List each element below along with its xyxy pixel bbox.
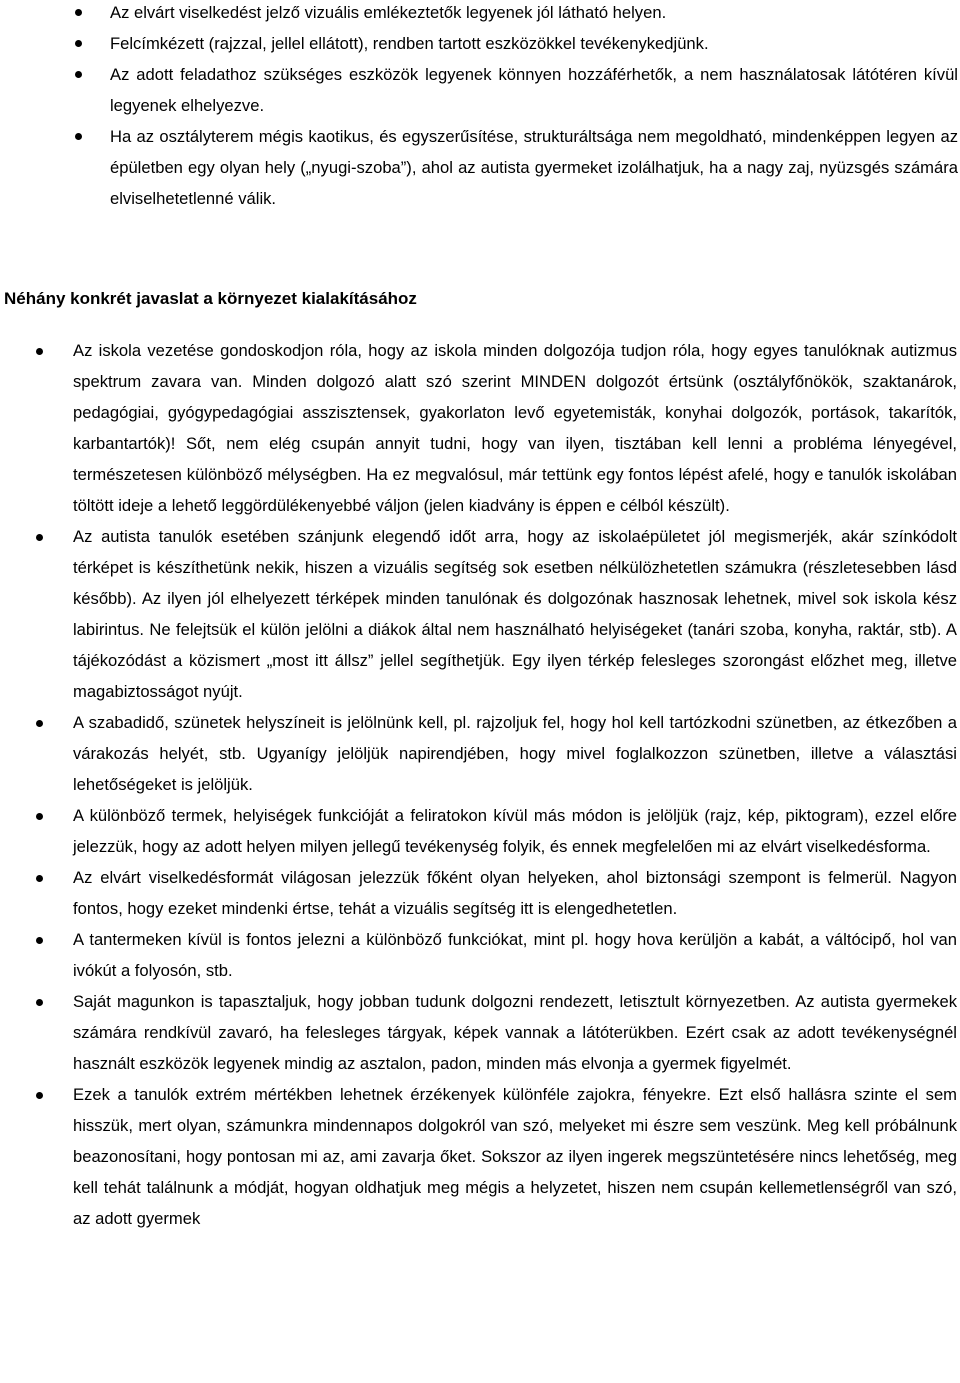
list-item-text: A különböző termek, helyiségek funkcióját a feliratokon kívül más módon is jelöljük (rajz, kép, piktogram), ezzel előre jelezzük, hogy az adott helyen milyen jellegű tevékenység folyik, és ennek megfelelően mi az elvárt viselkedésforma. bbox=[73, 806, 957, 856]
list-item-text: A szabadidő, szünetek helyszíneit is jelölnünk kell, pl. rajzoljuk fel, hogy hol kell tartózkodni szünetben, az étkezőben a várakozás helyét, stb. Ugyanígy jelöljük napirendjében, hogy mivel foglalkozzon szünetben, illetve a választási lehetőségeket is jelöljük. bbox=[73, 713, 957, 794]
bullet-icon bbox=[75, 9, 82, 16]
list-item bbox=[73, 924, 957, 986]
bullet-icon bbox=[75, 71, 82, 78]
bullet-icon bbox=[36, 720, 43, 727]
list-item-text: A tantermeken kívül is fontos jelezni a különböző funkciókat, mint pl. hogy hova kerüljön a kabát, a váltócipő, hol van ivókút a folyosón, stb. bbox=[73, 930, 957, 980]
list-item bbox=[73, 521, 957, 707]
list-item bbox=[73, 862, 957, 924]
list-item-text: Felcímkézett (rajzzal, jellel ellátott), rendben tartott eszközökkel tevékenykedjünk. bbox=[110, 34, 709, 53]
bullet-icon bbox=[36, 348, 43, 355]
bullet-icon bbox=[36, 534, 43, 541]
list-item bbox=[73, 1079, 957, 1234]
list-item bbox=[110, 0, 958, 28]
list-item-text: Az autista tanulók esetében szánjunk elegendő időt arra, hogy az iskolaépületet jól megismerjék, akár színkódolt térképet is készíthetünk nekik, hiszen a vizuális segítség sok esetben nélkülözhetetlen számukra (részletesebben lásd később). Az ilyen jól elhelyezett térképek minden tanulónak és dolgozónak hasznosak lehetnek, mivel sok iskola kész labirintus. Ne felejtsük el külön jelölni a diákok által nem használható helyiségeket (tanári szoba, konyha, raktár, stb). A tájékozódást a közismert „most itt állsz” jellel segíthetjük. Egy ilyen térkép felesleges szorongást előzhet meg, illetve magabiztosságot nyújt. bbox=[73, 527, 957, 701]
section-heading: Néhány konkrét javaslat a környezet kialakításához bbox=[4, 289, 417, 308]
list-item bbox=[73, 800, 957, 862]
list-item-text: Az elvárt viselkedést jelző vizuális emlékeztetők legyenek jól látható helyen. bbox=[110, 3, 667, 22]
bullet-icon bbox=[36, 937, 43, 944]
bullet-icon bbox=[36, 1092, 43, 1099]
list-item-text: Ha az osztályterem mégis kaotikus, és egyszerűsítése, strukturáltsága nem megoldható, mindenképpen legyen az épületben egy olyan hely („nyugi-szoba”), ahol az autista gyermeket izolálhatjuk, ha a nagy zaj, nyüzsgés számára elviselhetetlenné válik. bbox=[110, 127, 958, 208]
list-item-text: Az elvárt viselkedésformát világosan jelezzük főként olyan helyeken, ahol biztonsági szempont is felmerül. Nagyon fontos, hogy ezeket mindenki értse, tehát a vizuális segítség itt is elengedhetetlen. bbox=[73, 868, 957, 918]
list-item bbox=[73, 335, 957, 521]
top-bullet-list bbox=[0, 0, 958, 214]
list-item bbox=[110, 28, 958, 59]
list-item bbox=[110, 59, 958, 121]
list-item bbox=[73, 707, 957, 800]
bullet-icon bbox=[75, 40, 82, 47]
list-item bbox=[110, 121, 958, 214]
list-item-text: Az iskola vezetése gondoskodjon róla, hogy az iskola minden dolgozója tudjon róla, hogy egyes tanulóknak autizmus spektrum zavara van. Minden dolgozó alatt szó szerint MINDEN dolgozót értsünk (osztályfőnökök, szaktanárok, pedagógiai, gyógypedagógiai asszisztensek, gyakorlaton levő egyetemisták, konyhai dolgozók, portások, takarítók, karbantartók)! Sőt, nem elég csupán annyit tudni, hogy van ilyen, tisztában kell lenni a probléma lényegével, természetesen különböző mélységben. Ha ez megvalósul, már tettünk egy fontos lépést afelé, hogy e tanulók iskolában töltött ideje a lehető leggördülékenyebbé váljon (jelen kiadvány is éppen e célból készült). bbox=[73, 341, 957, 515]
list-item-text: Ezek a tanulók extrém mértékben lehetnek érzékenyek különféle zajokra, fényekre. Ezt első hallásra szinte el sem hisszük, mert olyan, számunkra mindennapos dolgokról van szó, melyeket mi észre sem veszünk. Meg kell próbálnunk beazonosítani, hogy pontosan mi az, ami zavarja őket. Sokszor az ilyen ingerek megszüntetésére nincs lehetőség, meg kell tehát találnunk a módját, hogyan oldhatjuk meg mégis a helyzetet, hiszen nem csupán kellemetlenségről van szó, az adott gyermek bbox=[73, 1085, 957, 1228]
list-item bbox=[73, 986, 957, 1079]
bullet-icon bbox=[75, 133, 82, 140]
list-item-text: Az adott feladathoz szükséges eszközök legyenek könnyen hozzáférhetők, a nem használatosak látótéren kívül legyenek elhelyezve. bbox=[110, 65, 958, 115]
main-bullet-list bbox=[0, 335, 957, 1234]
bullet-icon bbox=[36, 875, 43, 882]
bullet-icon bbox=[36, 999, 43, 1006]
list-item-text: Saját magunkon is tapasztaljuk, hogy jobban tudunk dolgozni rendezett, letisztult környezetben. Az autista gyermekek számára rendkívül zavaró, ha felesleges tárgyak, képek vannak a látóterükben. Ezért csak az adott tevékenységnél használt eszközök legyenek mindig az asztalon, padon, minden más elvonja a gyermek figyelmét. bbox=[73, 992, 957, 1073]
bullet-icon bbox=[36, 813, 43, 820]
